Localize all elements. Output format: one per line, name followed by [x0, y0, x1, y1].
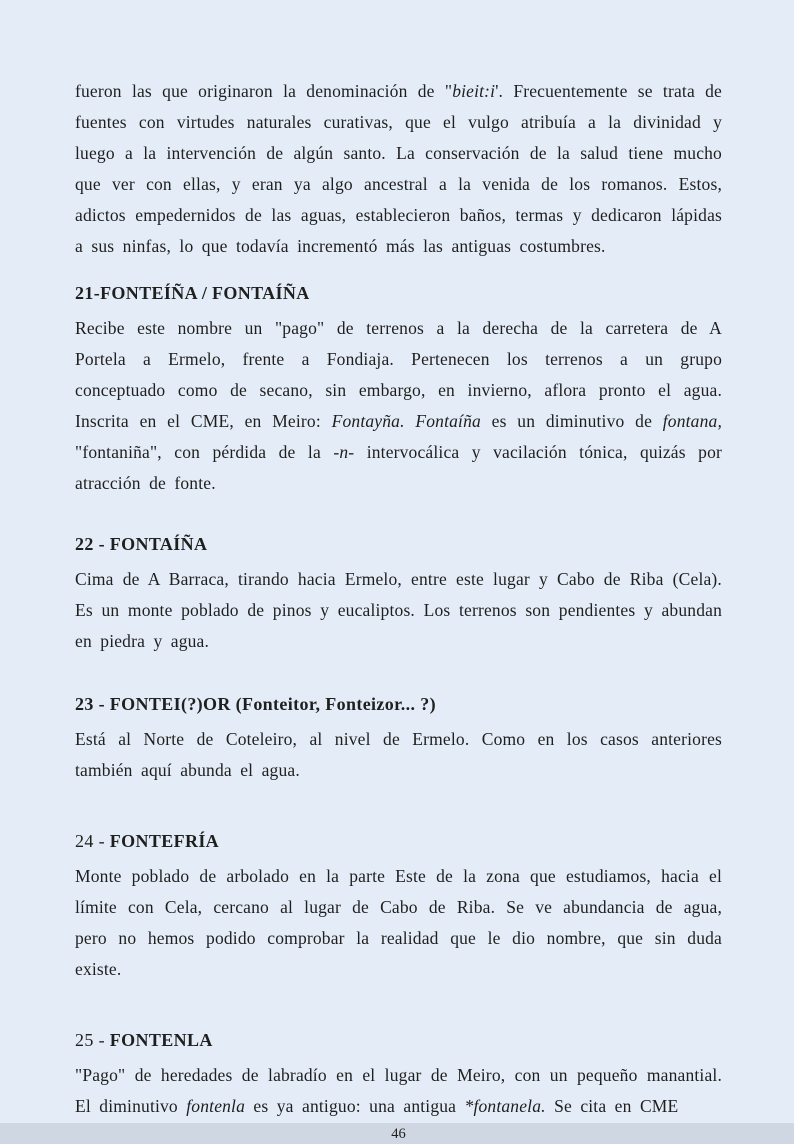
section-heading — [75, 826, 722, 857]
text-run: intervocálica y vacilación tónica, quizás por atracción de fonte. — [75, 442, 723, 493]
section-paragraph — [75, 724, 722, 786]
text-run: fontenla — [186, 1096, 246, 1116]
text-run: Cima de A Barraca, tirando hacia Ermelo, entre este lugar y Cabo de Riba (Cela). Es un monte poblado de pinos y eucaliptos. Los terrenos son pendientes y abundan en piedra y agua. — [75, 569, 722, 651]
text-run: 24 - — [75, 831, 110, 851]
text-run: "Pago" de heredades de labradío en el lugar de Meiro, con un pequeño manantial. El diminutivo — [75, 1065, 722, 1116]
toponym-section — [75, 529, 722, 657]
text-run: fueron las que originaron la denominación de " — [75, 81, 453, 101]
page-number: 46 — [391, 1126, 406, 1142]
toponym-section — [75, 689, 722, 786]
text-run: fontana, — [662, 411, 722, 431]
text-run: bieit:i — [452, 81, 496, 101]
section-heading — [75, 689, 722, 720]
section-paragraph — [75, 1060, 722, 1122]
text-run: FONTEFRÍA — [109, 831, 220, 851]
text-run: FONTENLA — [109, 1030, 213, 1050]
text-run: *fontanela. — [464, 1096, 546, 1116]
section-paragraph — [75, 861, 722, 985]
sections — [75, 278, 722, 1122]
text-run: 21-FONTEÍÑA / FONTAÍÑA — [75, 283, 310, 303]
section-heading — [75, 529, 722, 560]
toponym-section — [75, 1025, 722, 1122]
section-paragraph — [75, 313, 722, 499]
text-run: 23 - FONTEI(?)OR (Fonteitor, Fonteizor... ?) — [75, 694, 436, 714]
text-run: es ya antiguo: una antigua — [245, 1096, 465, 1116]
section-heading — [75, 1025, 722, 1056]
text-run: Recibe este nombre un "pago" de terrenos a la derecha de la carretera de A Portela a Ermelo, frente a Fondiaja. Pertenecen los terrenos a un grupo conceptuado como de secano, sin embargo, en invierno, aflora pronto el agua. Inscrita en el CME, en Meiro: — [75, 318, 722, 431]
text-run: Fontayña. Fontaíña — [331, 411, 481, 431]
intro-paragraph — [75, 76, 722, 262]
toponym-section — [75, 278, 722, 499]
text-run: -n- — [333, 442, 355, 462]
section-paragraph — [75, 564, 722, 657]
text-run: Monte poblado de arbolado en la parte Este de la zona que estudiamos, hacia el límite con Cela, cercano al lugar de Cabo de Riba. Se ve abundancia de agua, pero no hemos podido comprobar la realidad que le dio nombre, que sin duda existe. — [75, 866, 722, 979]
text-run: es un diminutivo de — [480, 411, 663, 431]
text-run: Se cita en CME — [545, 1096, 679, 1116]
text-run: 22 - FONTAÍÑA — [75, 534, 208, 554]
text-run: 25 - — [75, 1030, 110, 1050]
text-run: "fontaniña", con pérdida de la — [75, 442, 334, 462]
section-heading — [75, 278, 722, 309]
toponym-section — [75, 826, 722, 985]
text-run: '. Frecuentemente se trata de fuentes con virtudes naturales curativas, que el vulgo atribuía a la divinidad y luego a la intervención de algún santo. La conservación de la salud tiene mucho que ver con ellas, y eran ya algo ancestral a la venida de los romanos. Estos, adictos empedernidos de las aguas, establecieron baños, termas y dedicaron lápidas a sus ninfas, lo que todavía incrementó más las antiguas costumbres. — [75, 81, 722, 256]
text-run: Está al Norte de Coteleiro, al nivel de Ermelo. Como en los casos anteriores también aquí abunda el agua. — [75, 729, 722, 780]
